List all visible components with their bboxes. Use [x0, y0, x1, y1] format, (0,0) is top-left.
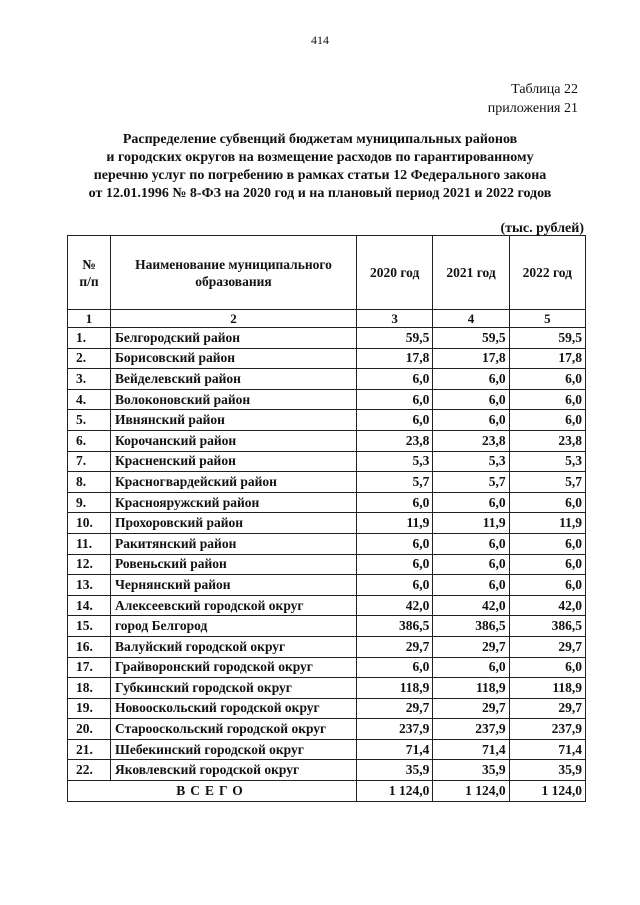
header-municipality-line2: образования: [195, 273, 272, 289]
title-line: перечню услуг по погребению в рамках статьи 12 Федерального закона: [93, 168, 547, 183]
value-2021: 17,8: [433, 348, 509, 369]
value-2022: 42,0: [509, 595, 585, 616]
municipality-name: Вейделевский район: [111, 369, 357, 390]
table-row: [68, 492, 586, 513]
value-2022: 59,5: [509, 328, 585, 349]
row-number: 16.: [68, 636, 111, 657]
row-number: 11.: [68, 533, 111, 554]
value-2022: 11,9: [509, 513, 585, 534]
municipality-name: Красногвардейский район: [111, 472, 357, 493]
value-2021: 59,5: [433, 328, 509, 349]
subvention-table: [67, 235, 586, 802]
municipality-name: Грайворонский городской округ: [111, 657, 357, 678]
table-row: [68, 739, 586, 760]
value-2021: 23,8: [433, 430, 509, 451]
value-2021: 42,0: [433, 595, 509, 616]
value-2022: 71,4: [509, 739, 585, 760]
appendix-reference: [488, 80, 578, 118]
column-number: 5: [509, 310, 585, 328]
value-2022: 386,5: [509, 616, 585, 637]
value-2021: 5,3: [433, 451, 509, 472]
appendix-table-label: Таблица 22: [511, 82, 578, 97]
table-row: [68, 636, 586, 657]
municipality-name: Шебекинский городской округ: [111, 739, 357, 760]
table-header-row: [68, 236, 586, 310]
municipality-name: Старооскольский городской округ: [111, 719, 357, 740]
row-number: 2.: [68, 348, 111, 369]
document-title: [40, 131, 600, 203]
value-2022: 23,8: [509, 430, 585, 451]
value-2020: 118,9: [357, 678, 433, 699]
row-number: 13.: [68, 575, 111, 596]
row-number: 1.: [68, 328, 111, 349]
municipality-name: Борисовский район: [111, 348, 357, 369]
row-number: 12.: [68, 554, 111, 575]
value-2020: 6,0: [357, 657, 433, 678]
row-number: 14.: [68, 595, 111, 616]
municipality-name: Губкинский городской округ: [111, 678, 357, 699]
appendix-attachment-label: приложения 21: [487, 101, 578, 116]
value-2020: 5,7: [357, 472, 433, 493]
row-number: 7.: [68, 451, 111, 472]
value-2021: 6,0: [433, 369, 509, 390]
municipality-name: Красненский район: [111, 451, 357, 472]
title-line: от 12.01.1996 № 8-ФЗ на 2020 год и на плановый период 2021 и 2022 годов: [88, 186, 552, 201]
column-number: 2: [111, 310, 357, 328]
value-2020: 6,0: [357, 533, 433, 554]
table-row: [68, 533, 586, 554]
table-row: [68, 513, 586, 534]
value-2022: 6,0: [509, 554, 585, 575]
units-label: (тыс. рублей): [500, 221, 584, 236]
value-2020: 6,0: [357, 554, 433, 575]
header-municipality-line1: Наименование муниципального: [135, 256, 332, 272]
header-2020: 2020 год: [357, 236, 433, 310]
value-2020: 29,7: [357, 698, 433, 719]
header-number-symbol: №: [82, 256, 96, 272]
row-number: 21.: [68, 739, 111, 760]
value-2020: 29,7: [357, 636, 433, 657]
table-row: [68, 575, 586, 596]
header-2021: 2021 год: [433, 236, 509, 310]
value-2020: 71,4: [357, 739, 433, 760]
column-number: 4: [433, 310, 509, 328]
row-number: 5.: [68, 410, 111, 431]
value-2022: 29,7: [509, 636, 585, 657]
value-2020: 42,0: [357, 595, 433, 616]
municipality-name: Волоконовский район: [111, 389, 357, 410]
value-2020: 17,8: [357, 348, 433, 369]
value-2022: 237,9: [509, 719, 585, 740]
table-row: [68, 472, 586, 493]
value-2022: 6,0: [509, 657, 585, 678]
value-2022: 5,7: [509, 472, 585, 493]
value-2022: 6,0: [509, 369, 585, 390]
value-2022: 6,0: [509, 575, 585, 596]
table-row: [68, 678, 586, 699]
value-2021: 6,0: [433, 492, 509, 513]
row-number: 8.: [68, 472, 111, 493]
municipality-name: Ракитянский район: [111, 533, 357, 554]
municipality-name: Яковлевский городской округ: [111, 760, 357, 781]
value-2020: 237,9: [357, 719, 433, 740]
value-2022: 6,0: [509, 389, 585, 410]
value-2020: 6,0: [357, 575, 433, 596]
row-number: 10.: [68, 513, 111, 534]
row-number: 3.: [68, 369, 111, 390]
municipality-name: Прохоровский район: [111, 513, 357, 534]
value-2022: 6,0: [509, 533, 585, 554]
column-number: 1: [68, 310, 111, 328]
total-value-2020: 1 124,0: [357, 781, 433, 802]
value-2020: 386,5: [357, 616, 433, 637]
value-2021: 118,9: [433, 678, 509, 699]
header-number-abbr: п/п: [79, 273, 99, 289]
municipality-name: Корочанский район: [111, 430, 357, 451]
municipality-name: Валуйский городской округ: [111, 636, 357, 657]
row-number: 22.: [68, 760, 111, 781]
table-row: [68, 657, 586, 678]
row-number: 4.: [68, 389, 111, 410]
total-value-2021: 1 124,0: [433, 781, 509, 802]
table-row: [68, 698, 586, 719]
value-2022: 6,0: [509, 410, 585, 431]
table-row: [68, 369, 586, 390]
municipality-name: Чернянский район: [111, 575, 357, 596]
value-2021: 71,4: [433, 739, 509, 760]
municipality-name: город Белгород: [111, 616, 357, 637]
value-2020: 11,9: [357, 513, 433, 534]
value-2021: 29,7: [433, 636, 509, 657]
municipality-name: Ровеньский район: [111, 554, 357, 575]
value-2021: 29,7: [433, 698, 509, 719]
value-2022: 35,9: [509, 760, 585, 781]
table-row: [68, 328, 586, 349]
value-2022: 6,0: [509, 492, 585, 513]
value-2020: 23,8: [357, 430, 433, 451]
header-number: [68, 236, 111, 310]
total-value-2022: 1 124,0: [509, 781, 585, 802]
municipality-name: Новооскольский городской округ: [111, 698, 357, 719]
header-municipality: [111, 236, 357, 310]
value-2021: 35,9: [433, 760, 509, 781]
title-line: и городских округов на возмещение расходов по гарантированному: [106, 150, 534, 165]
value-2020: 59,5: [357, 328, 433, 349]
value-2022: 29,7: [509, 698, 585, 719]
value-2021: 6,0: [433, 533, 509, 554]
table-row: [68, 760, 586, 781]
row-number: 6.: [68, 430, 111, 451]
value-2022: 5,3: [509, 451, 585, 472]
value-2020: 6,0: [357, 369, 433, 390]
table-row: [68, 719, 586, 740]
row-number: 20.: [68, 719, 111, 740]
value-2021: 6,0: [433, 554, 509, 575]
value-2020: 35,9: [357, 760, 433, 781]
value-2022: 118,9: [509, 678, 585, 699]
municipality-name: Краснояружский район: [111, 492, 357, 513]
table-row: [68, 595, 586, 616]
page-number: 414: [311, 33, 329, 47]
row-number: 18.: [68, 678, 111, 699]
value-2021: 386,5: [433, 616, 509, 637]
total-row: [68, 781, 586, 802]
row-number: 9.: [68, 492, 111, 513]
table-row: [68, 554, 586, 575]
total-label: ВСЕГО: [68, 781, 357, 802]
table-row: [68, 430, 586, 451]
row-number: 15.: [68, 616, 111, 637]
value-2021: 5,7: [433, 472, 509, 493]
value-2021: 6,0: [433, 575, 509, 596]
value-2021: 6,0: [433, 657, 509, 678]
column-number: 3: [357, 310, 433, 328]
title-line: Распределение субвенций бюджетам муниципальных районов: [122, 132, 518, 147]
value-2021: 11,9: [433, 513, 509, 534]
row-number: 19.: [68, 698, 111, 719]
value-2020: 6,0: [357, 389, 433, 410]
value-2020: 6,0: [357, 410, 433, 431]
table-row: [68, 410, 586, 431]
table-row: [68, 389, 586, 410]
row-number: 17.: [68, 657, 111, 678]
header-2022: 2022 год: [509, 236, 585, 310]
value-2021: 6,0: [433, 410, 509, 431]
column-number-row: [68, 310, 586, 328]
value-2020: 5,3: [357, 451, 433, 472]
value-2021: 6,0: [433, 389, 509, 410]
municipality-name: Алексеевский городской округ: [111, 595, 357, 616]
value-2021: 237,9: [433, 719, 509, 740]
value-2020: 6,0: [357, 492, 433, 513]
municipality-name: Ивнянский район: [111, 410, 357, 431]
table-row: [68, 451, 586, 472]
table-row: [68, 616, 586, 637]
table-row: [68, 348, 586, 369]
value-2022: 17,8: [509, 348, 585, 369]
municipality-name: Белгородский район: [111, 328, 357, 349]
